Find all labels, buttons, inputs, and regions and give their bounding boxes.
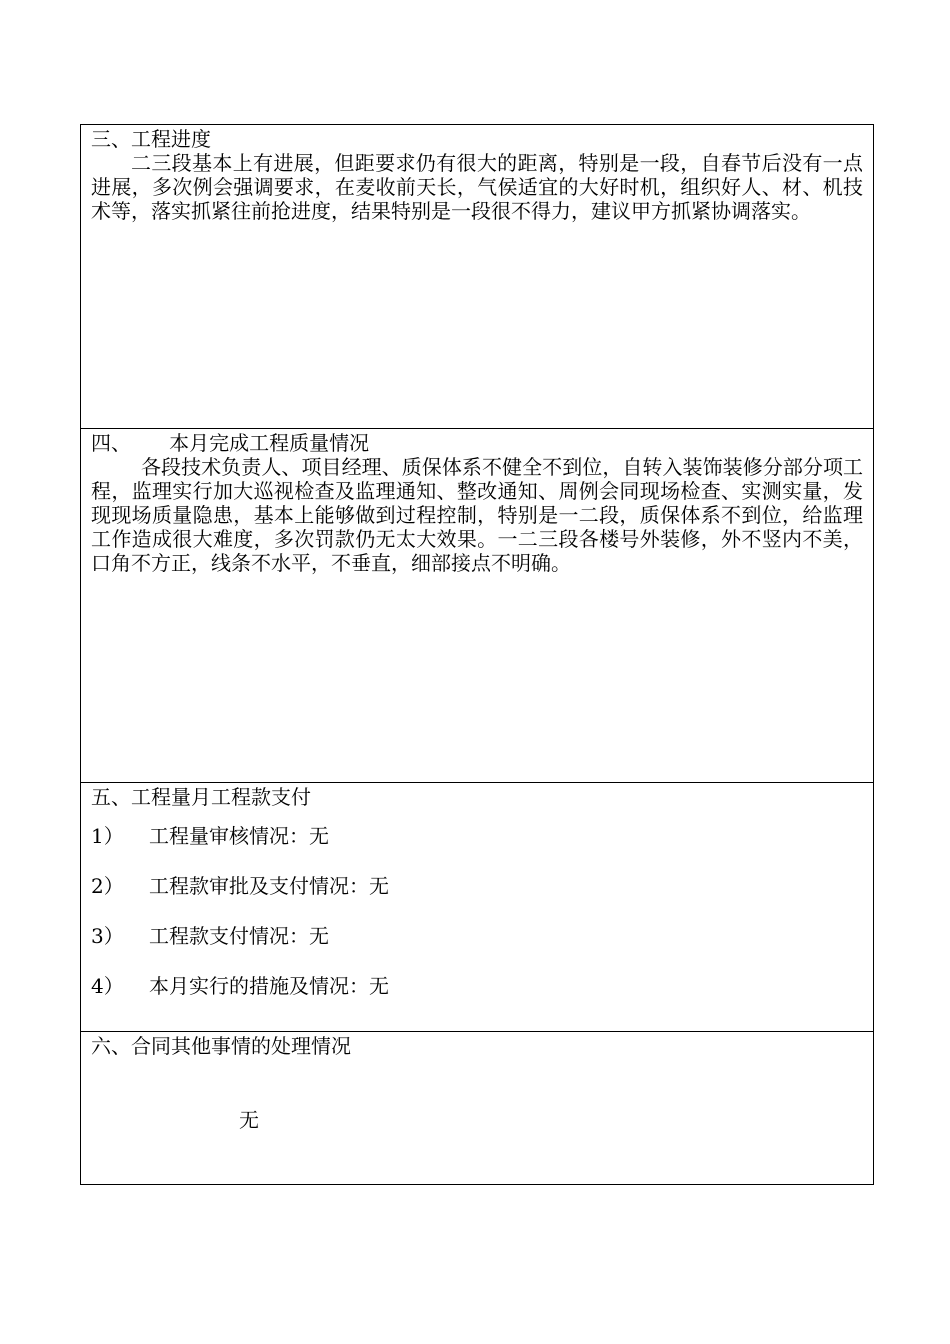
list-item [91,874,863,898]
list-item-text: 工程量审核情况：无 [149,824,329,848]
section-quality-heading: 四、 本月完成工程质量情况 [91,431,370,455]
section-progress-heading: 三、工程进度 [91,127,211,151]
list-item-number: 1） [91,824,124,848]
section-contract-heading: 六、合同其他事情的处理情况 [91,1034,351,1058]
list-item-text: 工程款支付情况：无 [149,924,329,948]
list-item-number: 3） [91,924,124,948]
section-quality [81,428,873,782]
list-item-number: 4） [91,974,124,998]
list-item-text: 工程款审批及支付情况：无 [149,874,389,898]
list-item [91,924,863,948]
section-payment-heading: 五、工程量月工程款支付 [91,785,311,809]
report-table [80,124,874,1185]
section-progress [81,125,873,428]
list-item [91,824,863,848]
section-progress-body: 二三段基本上有进展，但距要求仍有很大的距离，特别是一段，自春节后没有一点进展，多次例会强调要求，在麦收前天长，气侯适宜的大好时机，组织好人、材、机技术等，落实抓紧往前抢进度，结果特别是一段很不得力，建议甲方抓紧协调落实。 [91,151,863,223]
list-item [91,974,863,998]
section-payment [81,782,873,1031]
list-item-text: 本月实行的措施及情况：无 [149,974,389,998]
list-item-number: 2） [91,874,124,898]
section-contract-body: 无 [239,1108,259,1132]
section-contract [81,1031,873,1184]
section-quality-body: 各段技术负责人、项目经理、质保体系不健全不到位，自转入装饰装修分部分项工程，监理实行加大巡视检查及监理通知、整改通知、周例会同现场检查、实测实量，发现现场质量隐患，基本上能够做到过程控制，特别是一二段，质保体系不到位，给监理工作造成很大难度，多次罚款仍无太大效果。一二三段各楼号外装修，外不竖内不美，口角不方正，线条不水平，不垂直，细部接点不明确。 [91,455,863,575]
